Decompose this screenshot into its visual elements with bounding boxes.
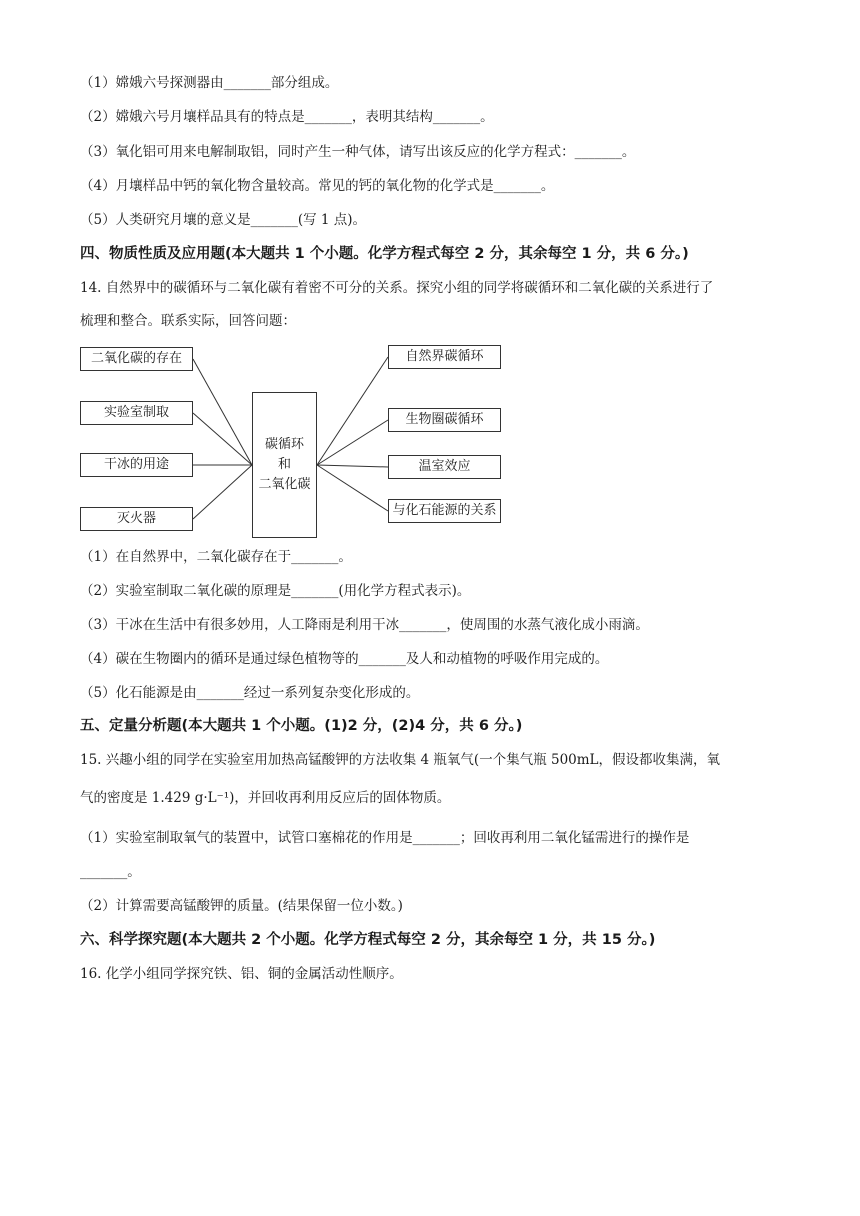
question-13-part-2: （2）嫦娥六号月壤样品具有的特点是_______，表明其结构_______。 (80, 109, 494, 125)
diagram-right-box-natural-carbon-cycle: 自然界碳循环 (388, 345, 501, 369)
question-14-intro-line-2: 梳理和整合。联系实际，回答问题： (80, 313, 296, 329)
question-15-line-1: 15. 兴趣小组的同学在实验室用加热高锰酸钾的方法收集 4 瓶氧气(一个集气瓶 500mL，假设都收集满，氧 (80, 752, 721, 768)
question-16-intro: 16. 化学小组同学探究铁、铝、铜的金属活动性顺序。 (80, 966, 403, 982)
diagram-left-box-lab-preparation: 实验室制取 (80, 401, 193, 425)
diagram-center-line-3: 二氧化碳 (258, 477, 311, 492)
diagram-right-box-greenhouse-effect: 温室效应 (388, 455, 501, 479)
diagram-center-line-2: 和 (277, 457, 291, 472)
question-14-part-2: （2）实验室制取二氧化碳的原理是_______(用化学方程式表示)。 (80, 583, 471, 599)
section-5-heading: 五、定量分析题(本大题共 1 个小题。(1)2 分，(2)4 分，共 6 分。) (80, 718, 523, 734)
diagram-right-box-fossil-energy: 与化石能源的关系 (388, 499, 501, 523)
question-14-part-1: （1）在自然界中，二氧化碳存在于_______。 (80, 549, 352, 565)
question-14-intro-line-1: 14. 自然界中的碳循环与二氧化碳有着密不可分的关系。探究小组的同学将碳循环和二氧化碳的关系进行了 (80, 280, 714, 296)
diagram-left-box-fire-extinguisher: 灭火器 (80, 507, 193, 531)
section-6-heading: 六、科学探究题(本大题共 2 个小题。化学方程式每空 2 分，其余每空 1 分，共 15 分。) (80, 932, 656, 948)
question-15-part-1-line-2: _______。 (80, 864, 141, 880)
question-13-part-5: （5）人类研究月壤的意义是_______(写 1 点)。 (80, 212, 367, 228)
diagram-center-box (252, 392, 317, 538)
question-13-part-4: （4）月壤样品中钙的氧化物含量较高。常见的钙的氧化物的化学式是_______。 (80, 178, 555, 194)
question-15-part-2: （2）计算需要高锰酸钾的质量。(结果保留一位小数。) (80, 898, 403, 914)
diagram-right-box-biosphere-carbon-cycle: 生物圈碳循环 (388, 408, 501, 432)
question-14-part-3: （3）干冰在生活中有很多妙用，人工降雨是利用干冰_______，使周围的水蒸气液化成小雨滴。 (80, 617, 649, 633)
question-13-part-3: （3）氧化铝可用来电解制取铝，同时产生一种气体，请写出该反应的化学方程式：_______。 (80, 144, 636, 160)
question-14-part-4: （4）碳在生物圈内的循环是通过绿色植物等的_______及人和动植物的呼吸作用完成的。 (80, 651, 609, 667)
question-14-part-5: （5）化石能源是由_______经过一系列复杂变化形成的。 (80, 685, 420, 701)
diagram-left-box-co2-existence: 二氧化碳的存在 (80, 347, 193, 371)
diagram-center-line-1: 碳循环 (264, 437, 304, 452)
question-15-part-1-line-1: （1）实验室制取氧气的装置中，试管口塞棉花的作用是_______；回收再利用二氧化锰需进行的操作是 (80, 830, 690, 846)
question-15-line-2: 气的密度是 1.429 g·L⁻¹)，并回收再利用反应后的固体物质。 (80, 790, 451, 806)
diagram-left-box-dry-ice-uses: 干冰的用途 (80, 453, 193, 477)
question-13-part-1: （1）嫦娥六号探测器由_______部分组成。 (80, 75, 339, 91)
section-4-heading: 四、物质性质及应用题(本大题共 1 个小题。化学方程式每空 2 分，其余每空 1 分，共 6 分。) (80, 246, 689, 262)
